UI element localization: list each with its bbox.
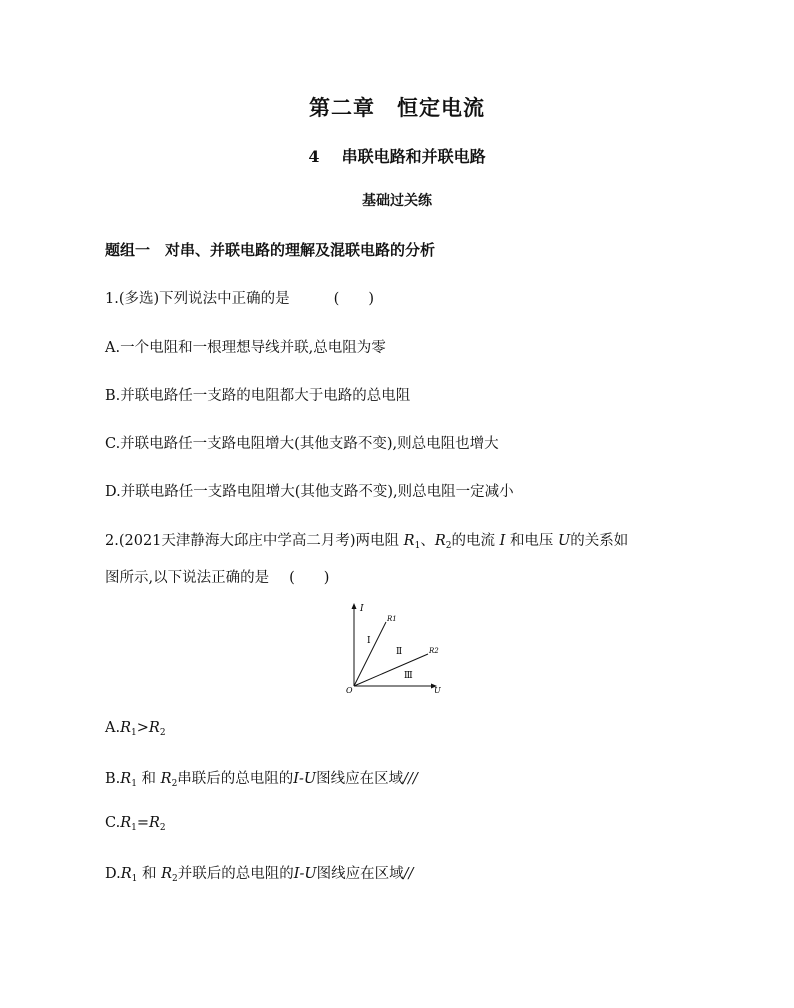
q1-option-c: C.并联电路任一支路电阻增大(其他支路不变),则总电阻也增大 xyxy=(105,436,499,452)
r-symbol: R xyxy=(148,720,160,736)
option-c-prefix: C. xyxy=(105,815,121,831)
region-3-label: Ⅲ xyxy=(404,671,413,681)
r-symbol: R xyxy=(160,771,172,787)
r-symbol: R xyxy=(120,815,132,831)
option-d-mid: 并联后的总电阻的 xyxy=(177,866,294,882)
r2-subscript: 2 xyxy=(159,728,166,738)
option-b-region: /// xyxy=(403,771,418,787)
r-symbol: R xyxy=(149,815,160,831)
q2-option-d xyxy=(105,862,413,883)
equals: = xyxy=(136,815,149,831)
option-d-prefix: D. xyxy=(105,866,121,882)
y-axis-label: I xyxy=(360,604,364,614)
r1-subscript: 1 xyxy=(131,823,137,833)
x-axis-label: U xyxy=(434,686,441,694)
region-1-label: Ⅰ xyxy=(367,636,371,646)
r1-subscript: 1 xyxy=(414,541,421,551)
q2-stem-mid2: 和电压 xyxy=(509,533,554,549)
r1-label: R1 xyxy=(387,615,397,623)
r1-subscript: 1 xyxy=(131,728,137,738)
iu-graph xyxy=(344,602,450,694)
q1-option-b: B.并联电路任一支路的电阻都大于电路的总电阻 xyxy=(105,388,411,404)
r1-subscript: 1 xyxy=(131,779,137,789)
q1-option-d: D.并联电路任一支路电阻增大(其他支路不变),则总电阻一定减小 xyxy=(105,484,514,500)
q1-option-a: A.一个电阻和一根理想导线并联,总电阻为零 xyxy=(105,340,386,356)
r-symbol: R xyxy=(403,533,415,549)
option-a-prefix: A. xyxy=(105,720,121,736)
origin-label: O xyxy=(346,686,353,694)
r1-subscript: 1 xyxy=(131,874,138,884)
r-symbol: R xyxy=(120,720,132,736)
q2-option-b xyxy=(105,767,418,788)
q1-answer-paren: ( ) xyxy=(333,291,374,307)
r1-line xyxy=(354,622,386,686)
r2-line xyxy=(354,654,428,686)
region-2-label: Ⅱ xyxy=(396,647,403,657)
option-b-prefix: B. xyxy=(105,771,121,787)
r2-subscript: 2 xyxy=(172,874,178,884)
option-d-tail: 图线应在区域 xyxy=(316,866,404,882)
section-heading xyxy=(0,144,794,167)
q2-stem-tail: 的关系如 xyxy=(570,533,629,549)
y-axis-arrow xyxy=(352,603,357,609)
group-title: 题组一 对串、并联电路的理解及混联电路的分析 xyxy=(105,241,436,259)
voltage-symbol: U xyxy=(558,533,571,549)
greater-than: > xyxy=(136,720,149,736)
q2-answer-paren: ( ) xyxy=(289,570,330,586)
section-number: 4 xyxy=(308,147,320,166)
q2-stem-prefix: 2.(2021天津静海大邱庄中学高二月考)两电阻 xyxy=(105,533,400,549)
q2-option-c xyxy=(105,815,166,831)
section-title: 串联电路和并联电路 xyxy=(341,147,486,166)
q2-stem-line1 xyxy=(105,529,628,550)
option-d-region: // xyxy=(403,866,414,882)
current-symbol: I xyxy=(499,533,506,549)
r-symbol: R xyxy=(120,771,132,787)
option-b-mid: 串联后的总电阻的 xyxy=(177,771,294,787)
option-b-tail: 图线应在区域 xyxy=(316,771,404,787)
r-symbol: R xyxy=(434,533,446,549)
q2-option-a xyxy=(105,720,166,736)
r2-subscript: 2 xyxy=(159,823,166,833)
iu-symbol: I-U xyxy=(293,771,317,787)
iu-symbol: I-U xyxy=(293,866,317,882)
chapter-title: 第二章 恒定电流 xyxy=(309,95,485,120)
q2-stem-mid1: 的电流 xyxy=(451,533,495,549)
option-b-and: 和 xyxy=(136,771,161,787)
practice-title: 基础过关练 xyxy=(362,193,432,209)
option-d-and: 和 xyxy=(137,866,162,882)
r2-label: R2 xyxy=(429,647,439,655)
r-symbol: R xyxy=(120,866,132,882)
q1-stem xyxy=(105,287,374,308)
separator: 、 xyxy=(420,533,435,549)
r-symbol: R xyxy=(161,866,173,882)
q2-stem-line2-text: 图所示,以下说法正确的是 xyxy=(105,570,270,586)
q1-stem-text: 1.(多选)下列说法中正确的是 xyxy=(105,291,290,307)
q2-stem-line2 xyxy=(105,566,329,587)
r2-subscript: 2 xyxy=(445,541,452,551)
r2-subscript: 2 xyxy=(171,779,178,789)
